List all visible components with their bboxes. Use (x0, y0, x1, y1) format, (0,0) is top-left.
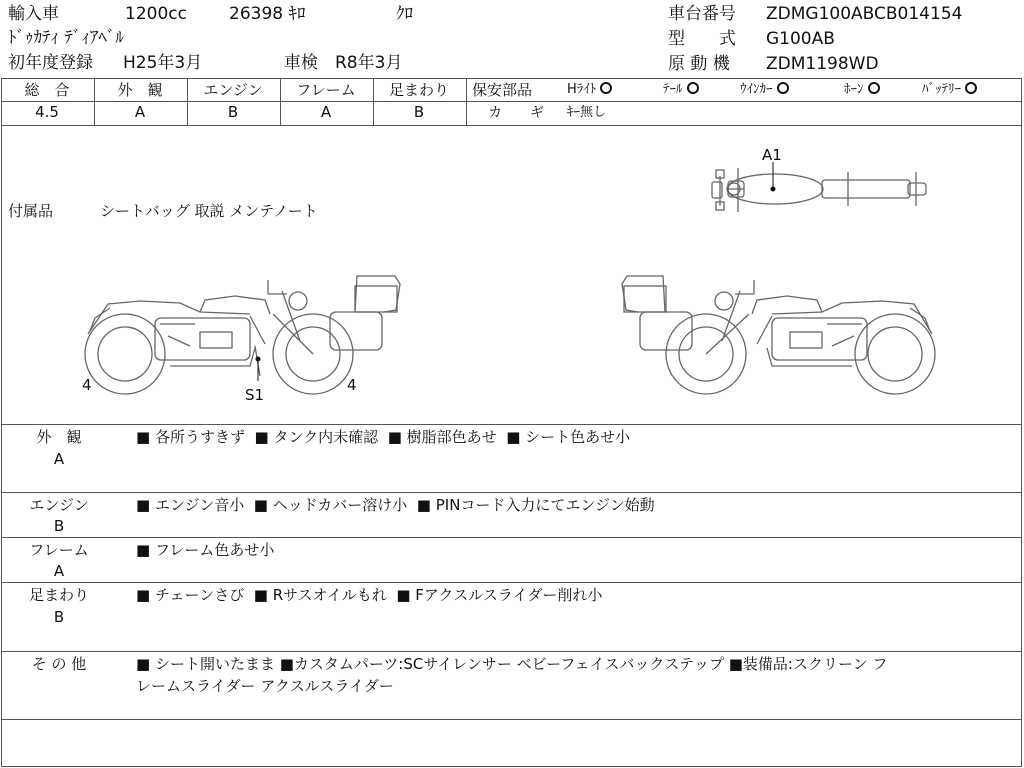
key-value: ｷｰ無し (567, 105, 607, 120)
grade-header-overall: 総 合 (24, 81, 70, 99)
remark-category-frame: フレーム (29, 541, 89, 559)
accessories-label: 付属品 (8, 202, 54, 220)
ok-circle-icon (777, 82, 789, 94)
remark-grade-exterior: A (53, 450, 65, 468)
top-view-outline (712, 168, 926, 212)
right-side-view-outline (622, 276, 935, 394)
remarks-divider (1, 492, 1022, 493)
remarks-divider (1, 537, 1022, 538)
first-registration-label: 初年度登録 (8, 53, 93, 73)
remarks-bottom-line (1, 719, 1022, 720)
displacement: 1200cc (125, 4, 187, 24)
model-type-value: G100AB (766, 29, 835, 49)
diagram-mark-s1: S1 (245, 386, 265, 404)
grade-header-exterior: 外 観 (117, 81, 163, 99)
remark-grade-engine: B (53, 517, 65, 535)
safety-parts-label: 保安部品 (472, 81, 533, 99)
remark-category-exterior: 外 観 (36, 428, 82, 446)
grade-value-engine: B (227, 103, 239, 121)
remark-category-other: そ の 他 (31, 655, 87, 673)
grade-value-frame: A (320, 103, 332, 121)
safety-item-tail: ﾃｰﾙ (663, 81, 699, 99)
ok-circle-icon (687, 82, 699, 94)
safety-item-battery: ﾊﾞｯﾃﾘｰ (922, 81, 977, 99)
frame-number-value: ZDMG100ABCB014154 (766, 4, 963, 24)
grade-row-divider (1, 101, 1022, 102)
remarks-divider (1, 651, 1022, 652)
engine-code-value: ZDM1198WD (766, 54, 879, 74)
accessories-value: シートバッグ 取説 メンテノート (100, 202, 318, 220)
model-name: ﾄﾞｩｶﾃｨ ﾃﾞｨｱﾍﾞﾙ (8, 28, 124, 48)
safety-item-horn: ﾎｰﾝ (844, 81, 880, 99)
remark-category-engine: エンジン (29, 496, 89, 514)
remarks-top-line (1, 424, 1022, 425)
remarks-divider (1, 582, 1022, 583)
ok-circle-icon (965, 82, 977, 94)
ok-circle-icon (868, 82, 880, 94)
remark-text-other-line2: レームスライダー アクスルスライダー (136, 677, 394, 695)
grade-header-engine: エンジン (203, 81, 263, 99)
mileage: 26398 ｷﾛ (229, 4, 306, 24)
remark-grade-suspension: B (53, 608, 65, 626)
diagram-mark-a1: A1 (762, 146, 782, 164)
diagram-mark-left: 4 (82, 376, 92, 394)
grade-header-frame: フレーム (296, 81, 356, 99)
remark-grade-frame: A (53, 562, 65, 580)
grade-value-exterior: A (134, 103, 146, 121)
grade-value-overall: 4.5 (35, 103, 59, 121)
remark-text-exterior: ■ 各所うすきず ■ タンク内未確認 ■ 樹脂部色あせ ■ シート色あせ小 (136, 428, 631, 446)
remark-text-suspension: ■ チェーンさび ■ Rサスオイルもれ ■ Fアクスルスライダー削れ小 (136, 586, 603, 604)
model-type-label: 型 式 (668, 29, 736, 49)
remark-text-other-line1: ■ シート開いたまま ■カスタムパーツ:SCサイレンサー ベビーフェイスバックステップ ■装備品:スクリーン フ (136, 655, 888, 673)
remark-category-suspension: 足まわり (28, 586, 89, 604)
grade-col-divider (466, 78, 467, 126)
frame-number-label: 車台番号 (668, 4, 736, 24)
import-label: 輸入車 (8, 4, 59, 24)
engine-code-label: 原 動 機 (668, 54, 730, 74)
inspection-value: R8年3月 (335, 53, 403, 73)
diagram-mark-right: 4 (347, 376, 357, 394)
grade-value-suspension: B (413, 103, 425, 121)
grade-header-suspension: 足まわり (388, 81, 449, 99)
safety-item-headlight: Hﾗｲﾄ (567, 81, 612, 99)
inspection-label: 車検 (284, 53, 318, 73)
remark-text-frame: ■ フレーム色あせ小 (136, 541, 275, 559)
safety-item-winker: ｳｲﾝｶｰ (740, 81, 789, 99)
key-label: カ ギ (488, 105, 544, 121)
color: ｸﾛ (396, 4, 413, 24)
remark-text-engine: ■ エンジン音小 ■ ヘッドカバー溶け小 ■ PINコード入力にてエンジン始動 (136, 496, 655, 514)
motorcycle-diagram (0, 126, 1022, 424)
ok-circle-icon (600, 82, 612, 94)
first-registration-value: H25年3月 (123, 53, 203, 73)
